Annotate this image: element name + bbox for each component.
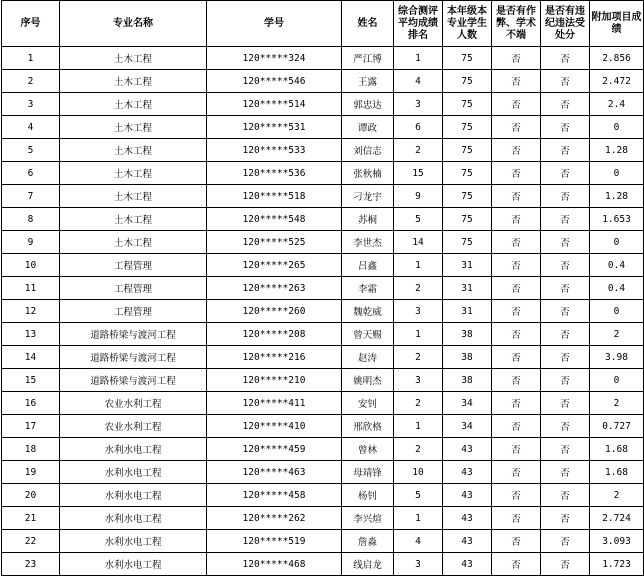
header-student-id: 学号 xyxy=(207,1,342,47)
cell-student-id: 120*****546 xyxy=(207,70,342,93)
cell-name: 刁龙宇 xyxy=(342,185,394,208)
cell-major: 工程管理 xyxy=(60,300,207,323)
cell-count: 43 xyxy=(443,530,492,553)
cell-cheating: 否 xyxy=(492,231,541,254)
cell-discipline: 否 xyxy=(541,139,590,162)
cell-cheating: 否 xyxy=(492,507,541,530)
cell-count: 43 xyxy=(443,438,492,461)
cell-extra: 0 xyxy=(590,300,644,323)
header-extra: 附加项目成绩 xyxy=(590,1,644,47)
cell-seq: 17 xyxy=(2,415,60,438)
cell-seq: 15 xyxy=(2,369,60,392)
header-seq: 序号 xyxy=(2,1,60,47)
cell-student-id: 120*****548 xyxy=(207,208,342,231)
cell-major: 水利水电工程 xyxy=(60,553,207,576)
cell-discipline: 否 xyxy=(541,70,590,93)
cell-seq: 13 xyxy=(2,323,60,346)
cell-major: 水利水电工程 xyxy=(60,461,207,484)
cell-rank: 2 xyxy=(394,438,443,461)
table-row xyxy=(2,185,644,208)
cell-discipline: 否 xyxy=(541,392,590,415)
student-ranking-table xyxy=(1,0,644,576)
cell-cheating: 否 xyxy=(492,484,541,507)
cell-major: 工程管理 xyxy=(60,254,207,277)
cell-cheating: 否 xyxy=(492,553,541,576)
cell-extra: 2 xyxy=(590,484,644,507)
header-rank: 综合测评平均成绩排名 xyxy=(394,1,443,47)
cell-extra: 0.4 xyxy=(590,277,644,300)
cell-count: 31 xyxy=(443,277,492,300)
cell-rank: 4 xyxy=(394,70,443,93)
cell-extra: 1.28 xyxy=(590,185,644,208)
cell-discipline: 否 xyxy=(541,162,590,185)
header-major: 专业名称 xyxy=(60,1,207,47)
table-row xyxy=(2,392,644,415)
cell-student-id: 120*****216 xyxy=(207,346,342,369)
cell-seq: 23 xyxy=(2,553,60,576)
table-row xyxy=(2,47,644,70)
cell-major: 道路桥梁与渡河工程 xyxy=(60,369,207,392)
cell-name: 吕鑫 xyxy=(342,254,394,277)
cell-rank: 10 xyxy=(394,461,443,484)
cell-cheating: 否 xyxy=(492,116,541,139)
cell-student-id: 120*****468 xyxy=(207,553,342,576)
cell-extra: 2.472 xyxy=(590,70,644,93)
cell-cheating: 否 xyxy=(492,415,541,438)
cell-rank: 6 xyxy=(394,116,443,139)
cell-seq: 12 xyxy=(2,300,60,323)
cell-cheating: 否 xyxy=(492,392,541,415)
cell-name: 詹淼 xyxy=(342,530,394,553)
cell-name: 李世杰 xyxy=(342,231,394,254)
cell-name: 王露 xyxy=(342,70,394,93)
cell-rank: 1 xyxy=(394,415,443,438)
cell-name: 李霜 xyxy=(342,277,394,300)
cell-major: 水利水电工程 xyxy=(60,484,207,507)
cell-count: 31 xyxy=(443,300,492,323)
cell-seq: 1 xyxy=(2,47,60,70)
table-row xyxy=(2,162,644,185)
cell-cheating: 否 xyxy=(492,70,541,93)
cell-rank: 2 xyxy=(394,139,443,162)
cell-count: 34 xyxy=(443,392,492,415)
cell-rank: 3 xyxy=(394,553,443,576)
cell-count: 43 xyxy=(443,484,492,507)
cell-discipline: 否 xyxy=(541,116,590,139)
cell-seq: 5 xyxy=(2,139,60,162)
cell-name: 严江博 xyxy=(342,47,394,70)
cell-count: 75 xyxy=(443,231,492,254)
cell-major: 土木工程 xyxy=(60,185,207,208)
table-row xyxy=(2,70,644,93)
cell-seq: 18 xyxy=(2,438,60,461)
cell-extra: 0 xyxy=(590,369,644,392)
cell-name: 刘信志 xyxy=(342,139,394,162)
cell-student-id: 120*****410 xyxy=(207,415,342,438)
header-discipline: 是否有违纪违法受处分 xyxy=(541,1,590,47)
table-row xyxy=(2,346,644,369)
header-row xyxy=(2,1,644,47)
header-name: 姓名 xyxy=(342,1,394,47)
cell-name: 安钊 xyxy=(342,392,394,415)
cell-count: 75 xyxy=(443,185,492,208)
cell-rank: 3 xyxy=(394,300,443,323)
cell-discipline: 否 xyxy=(541,47,590,70)
cell-major: 土木工程 xyxy=(60,93,207,116)
table-row xyxy=(2,553,644,576)
cell-discipline: 否 xyxy=(541,208,590,231)
cell-major: 道路桥梁与渡河工程 xyxy=(60,323,207,346)
cell-major: 农业水利工程 xyxy=(60,415,207,438)
cell-student-id: 120*****459 xyxy=(207,438,342,461)
cell-extra: 1.723 xyxy=(590,553,644,576)
cell-extra: 0 xyxy=(590,116,644,139)
cell-major: 土木工程 xyxy=(60,231,207,254)
cell-discipline: 否 xyxy=(541,231,590,254)
cell-cheating: 否 xyxy=(492,93,541,116)
cell-student-id: 120*****463 xyxy=(207,461,342,484)
cell-major: 农业水利工程 xyxy=(60,392,207,415)
cell-student-id: 120*****262 xyxy=(207,507,342,530)
cell-name: 李兴煊 xyxy=(342,507,394,530)
cell-discipline: 否 xyxy=(541,254,590,277)
cell-name: 曾林 xyxy=(342,438,394,461)
cell-discipline: 否 xyxy=(541,484,590,507)
cell-count: 75 xyxy=(443,162,492,185)
table-body xyxy=(2,47,644,576)
cell-extra: 2.724 xyxy=(590,507,644,530)
cell-name: 线启龙 xyxy=(342,553,394,576)
cell-count: 38 xyxy=(443,369,492,392)
cell-seq: 6 xyxy=(2,162,60,185)
cell-seq: 8 xyxy=(2,208,60,231)
cell-student-id: 120*****263 xyxy=(207,277,342,300)
cell-seq: 2 xyxy=(2,70,60,93)
cell-discipline: 否 xyxy=(541,461,590,484)
cell-cheating: 否 xyxy=(492,438,541,461)
cell-name: 杨钊 xyxy=(342,484,394,507)
cell-major: 水利水电工程 xyxy=(60,507,207,530)
cell-major: 土木工程 xyxy=(60,162,207,185)
cell-seq: 7 xyxy=(2,185,60,208)
cell-rank: 5 xyxy=(394,484,443,507)
cell-count: 34 xyxy=(443,415,492,438)
table-row xyxy=(2,484,644,507)
cell-seq: 14 xyxy=(2,346,60,369)
cell-cheating: 否 xyxy=(492,323,541,346)
cell-rank: 1 xyxy=(394,323,443,346)
cell-discipline: 否 xyxy=(541,346,590,369)
cell-count: 43 xyxy=(443,507,492,530)
cell-cheating: 否 xyxy=(492,530,541,553)
cell-count: 75 xyxy=(443,70,492,93)
cell-name: 谭政 xyxy=(342,116,394,139)
cell-student-id: 120*****411 xyxy=(207,392,342,415)
cell-count: 38 xyxy=(443,346,492,369)
cell-major: 水利水电工程 xyxy=(60,438,207,461)
cell-cheating: 否 xyxy=(492,185,541,208)
cell-major: 土木工程 xyxy=(60,47,207,70)
cell-cheating: 否 xyxy=(492,139,541,162)
cell-cheating: 否 xyxy=(492,461,541,484)
table-row xyxy=(2,300,644,323)
cell-student-id: 120*****260 xyxy=(207,300,342,323)
cell-seq: 9 xyxy=(2,231,60,254)
cell-major: 土木工程 xyxy=(60,70,207,93)
cell-extra: 0 xyxy=(590,231,644,254)
cell-seq: 22 xyxy=(2,530,60,553)
table-row xyxy=(2,208,644,231)
cell-cheating: 否 xyxy=(492,300,541,323)
cell-cheating: 否 xyxy=(492,162,541,185)
cell-student-id: 120*****525 xyxy=(207,231,342,254)
cell-seq: 20 xyxy=(2,484,60,507)
cell-rank: 15 xyxy=(394,162,443,185)
cell-rank: 5 xyxy=(394,208,443,231)
cell-seq: 4 xyxy=(2,116,60,139)
cell-seq: 3 xyxy=(2,93,60,116)
cell-name: 张秋楠 xyxy=(342,162,394,185)
cell-extra: 1.68 xyxy=(590,438,644,461)
cell-name: 邢欣格 xyxy=(342,415,394,438)
cell-rank: 1 xyxy=(394,47,443,70)
cell-discipline: 否 xyxy=(541,415,590,438)
cell-rank: 9 xyxy=(394,185,443,208)
cell-extra: 1.653 xyxy=(590,208,644,231)
cell-count: 43 xyxy=(443,553,492,576)
table-row xyxy=(2,231,644,254)
cell-extra: 0.727 xyxy=(590,415,644,438)
table-row xyxy=(2,93,644,116)
cell-count: 43 xyxy=(443,461,492,484)
cell-rank: 2 xyxy=(394,392,443,415)
cell-seq: 16 xyxy=(2,392,60,415)
cell-extra: 0.4 xyxy=(590,254,644,277)
cell-count: 75 xyxy=(443,208,492,231)
cell-extra: 2 xyxy=(590,323,644,346)
cell-discipline: 否 xyxy=(541,300,590,323)
cell-cheating: 否 xyxy=(492,277,541,300)
header-cheating: 是否有作弊、学术不端 xyxy=(492,1,541,47)
cell-cheating: 否 xyxy=(492,254,541,277)
cell-rank: 3 xyxy=(394,369,443,392)
table-row xyxy=(2,507,644,530)
cell-student-id: 120*****533 xyxy=(207,139,342,162)
cell-extra: 1.68 xyxy=(590,461,644,484)
table-row xyxy=(2,277,644,300)
cell-major: 土木工程 xyxy=(60,208,207,231)
table-row xyxy=(2,139,644,162)
cell-rank: 2 xyxy=(394,277,443,300)
cell-count: 38 xyxy=(443,323,492,346)
cell-extra: 3.98 xyxy=(590,346,644,369)
cell-name: 郭忠达 xyxy=(342,93,394,116)
cell-extra: 2.4 xyxy=(590,93,644,116)
cell-discipline: 否 xyxy=(541,369,590,392)
cell-extra: 1.28 xyxy=(590,139,644,162)
cell-discipline: 否 xyxy=(541,553,590,576)
cell-seq: 11 xyxy=(2,277,60,300)
cell-major: 道路桥梁与渡河工程 xyxy=(60,346,207,369)
cell-discipline: 否 xyxy=(541,507,590,530)
cell-discipline: 否 xyxy=(541,323,590,346)
cell-cheating: 否 xyxy=(492,346,541,369)
cell-seq: 10 xyxy=(2,254,60,277)
cell-discipline: 否 xyxy=(541,530,590,553)
cell-discipline: 否 xyxy=(541,93,590,116)
table-row xyxy=(2,530,644,553)
cell-name: 姚明杰 xyxy=(342,369,394,392)
cell-count: 75 xyxy=(443,47,492,70)
cell-student-id: 120*****265 xyxy=(207,254,342,277)
table-row xyxy=(2,461,644,484)
cell-major: 土木工程 xyxy=(60,139,207,162)
cell-name: 母靖锋 xyxy=(342,461,394,484)
cell-major: 工程管理 xyxy=(60,277,207,300)
cell-student-id: 120*****519 xyxy=(207,530,342,553)
cell-rank: 4 xyxy=(394,530,443,553)
table-row xyxy=(2,369,644,392)
cell-rank: 1 xyxy=(394,507,443,530)
cell-discipline: 否 xyxy=(541,438,590,461)
cell-cheating: 否 xyxy=(492,369,541,392)
cell-name: 曾天赐 xyxy=(342,323,394,346)
header-count: 本年级本专业学生人数 xyxy=(443,1,492,47)
cell-name: 赵涛 xyxy=(342,346,394,369)
cell-student-id: 120*****514 xyxy=(207,93,342,116)
table-row xyxy=(2,254,644,277)
cell-extra: 2 xyxy=(590,392,644,415)
cell-rank: 1 xyxy=(394,254,443,277)
cell-student-id: 120*****324 xyxy=(207,47,342,70)
cell-cheating: 否 xyxy=(492,47,541,70)
cell-name: 苏桐 xyxy=(342,208,394,231)
cell-rank: 2 xyxy=(394,346,443,369)
cell-extra: 0 xyxy=(590,162,644,185)
cell-rank: 3 xyxy=(394,93,443,116)
table-row xyxy=(2,323,644,346)
cell-seq: 19 xyxy=(2,461,60,484)
cell-major: 土木工程 xyxy=(60,116,207,139)
cell-student-id: 120*****458 xyxy=(207,484,342,507)
cell-count: 75 xyxy=(443,139,492,162)
cell-name: 魏乾威 xyxy=(342,300,394,323)
cell-rank: 14 xyxy=(394,231,443,254)
cell-count: 75 xyxy=(443,93,492,116)
cell-student-id: 120*****536 xyxy=(207,162,342,185)
table-row xyxy=(2,116,644,139)
cell-student-id: 120*****531 xyxy=(207,116,342,139)
cell-discipline: 否 xyxy=(541,185,590,208)
cell-count: 75 xyxy=(443,116,492,139)
cell-extra: 2.856 xyxy=(590,47,644,70)
cell-student-id: 120*****210 xyxy=(207,369,342,392)
cell-count: 31 xyxy=(443,254,492,277)
cell-cheating: 否 xyxy=(492,208,541,231)
table-row xyxy=(2,415,644,438)
cell-student-id: 120*****208 xyxy=(207,323,342,346)
cell-student-id: 120*****518 xyxy=(207,185,342,208)
cell-major: 水利水电工程 xyxy=(60,530,207,553)
table-row xyxy=(2,438,644,461)
cell-discipline: 否 xyxy=(541,277,590,300)
cell-extra: 3.093 xyxy=(590,530,644,553)
cell-seq: 21 xyxy=(2,507,60,530)
